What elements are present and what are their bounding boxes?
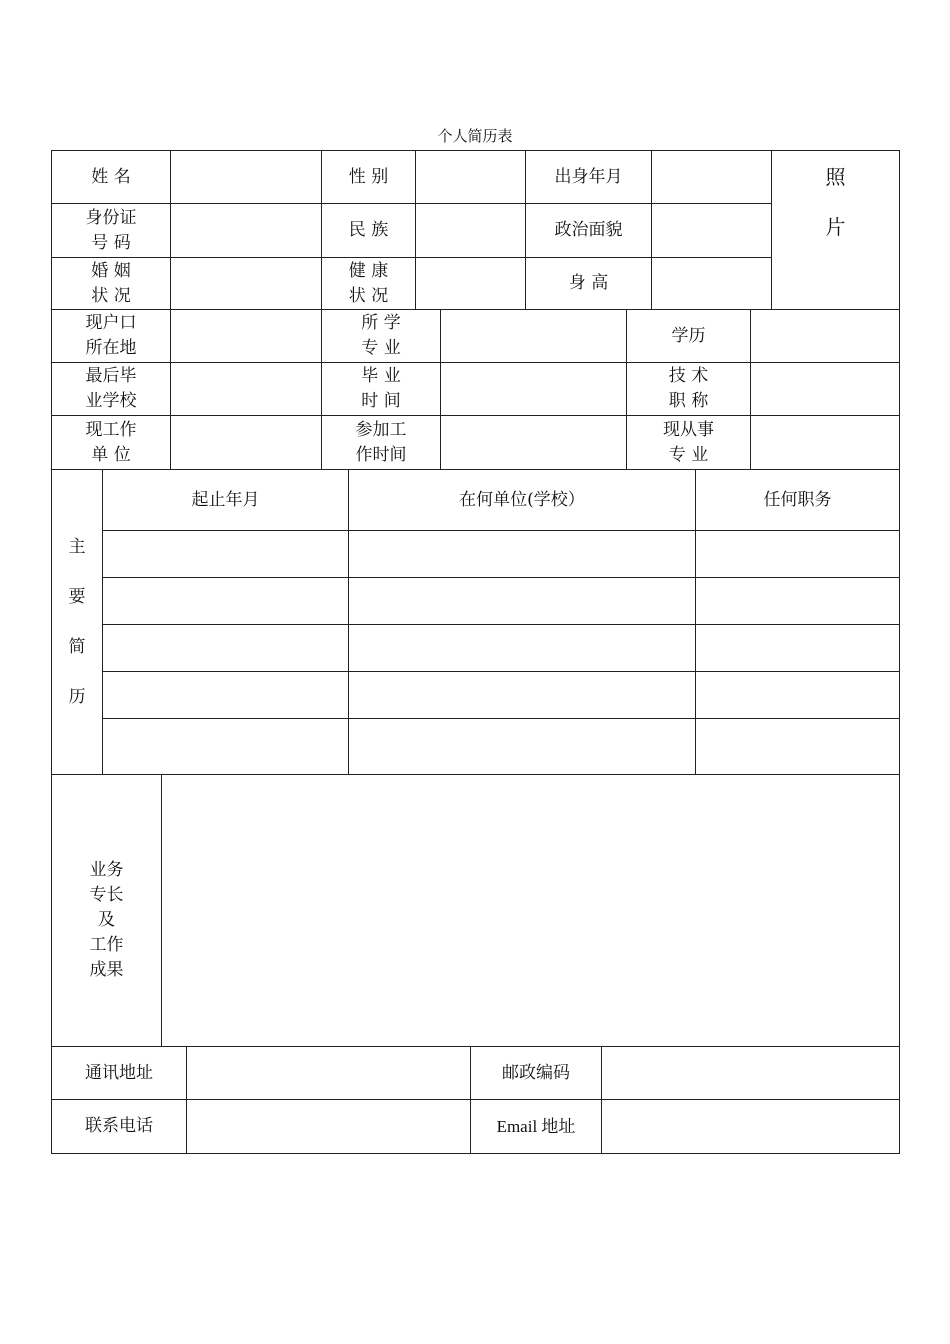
history-side-label bbox=[52, 470, 103, 775]
history-table bbox=[51, 469, 900, 775]
photo-label: 照 片 bbox=[825, 165, 846, 239]
basic-info-table bbox=[51, 150, 900, 310]
major-field[interactable] bbox=[441, 310, 627, 363]
major-label: 所 学 专 业 bbox=[322, 310, 441, 363]
history-period-cell[interactable] bbox=[103, 672, 349, 719]
title-rank-field[interactable] bbox=[751, 363, 900, 416]
height-field[interactable] bbox=[652, 258, 772, 310]
employer-field[interactable] bbox=[171, 416, 322, 470]
history-unit-cell[interactable] bbox=[349, 578, 696, 625]
health-label: 健 康 状 况 bbox=[322, 258, 416, 310]
history-header-position: 任何职务 bbox=[696, 470, 900, 531]
history-period-cell[interactable] bbox=[103, 531, 349, 578]
skills-label-text: 业务 专长 及 工作 成果 bbox=[89, 860, 124, 980]
email-label: Email 地址 bbox=[471, 1100, 602, 1154]
hukou-field[interactable] bbox=[171, 310, 322, 363]
address-field[interactable] bbox=[187, 1047, 471, 1100]
skills-label bbox=[52, 775, 162, 1047]
skills-field[interactable] bbox=[162, 775, 900, 1047]
height-label: 身 高 bbox=[526, 258, 652, 310]
history-period-cell[interactable] bbox=[103, 625, 349, 672]
id-number-field[interactable] bbox=[171, 204, 322, 258]
health-field[interactable] bbox=[416, 258, 526, 310]
history-position-cell[interactable] bbox=[696, 625, 900, 672]
phone-field[interactable] bbox=[187, 1100, 471, 1154]
work-start-label: 参加工 作时间 bbox=[322, 416, 441, 470]
profession-label: 现从事 专 业 bbox=[627, 416, 751, 470]
work-start-field[interactable] bbox=[441, 416, 627, 470]
school-label: 最后毕 业学校 bbox=[52, 363, 171, 416]
history-position-cell[interactable] bbox=[696, 719, 900, 775]
form-title: 个人简历表 bbox=[437, 127, 513, 145]
employer-label: 现工作 单 位 bbox=[52, 416, 171, 470]
history-period-cell[interactable] bbox=[103, 719, 349, 775]
ethnicity-label: 民 族 bbox=[322, 204, 416, 258]
history-unit-cell[interactable] bbox=[349, 672, 696, 719]
table-row bbox=[52, 719, 900, 775]
name-field[interactable] bbox=[171, 151, 322, 204]
gender-label: 性 别 bbox=[322, 151, 416, 204]
history-position-cell[interactable] bbox=[696, 672, 900, 719]
table-row bbox=[52, 531, 900, 578]
history-header-period: 起止年月 bbox=[103, 470, 349, 531]
table-row bbox=[52, 578, 900, 625]
marital-field[interactable] bbox=[171, 258, 322, 310]
contact-table bbox=[51, 1046, 900, 1154]
gender-field[interactable] bbox=[416, 151, 526, 204]
ethnicity-field[interactable] bbox=[416, 204, 526, 258]
address-label: 通讯地址 bbox=[52, 1047, 187, 1100]
postcode-label: 邮政编码 bbox=[471, 1047, 602, 1100]
skills-table bbox=[51, 774, 900, 1047]
history-position-cell[interactable] bbox=[696, 531, 900, 578]
history-unit-cell[interactable] bbox=[349, 531, 696, 578]
email-field[interactable] bbox=[602, 1100, 900, 1154]
hukou-label: 现户口 所在地 bbox=[52, 310, 171, 363]
political-label: 政治面貌 bbox=[526, 204, 652, 258]
history-unit-cell[interactable] bbox=[349, 719, 696, 775]
grad-time-field[interactable] bbox=[441, 363, 627, 416]
table-row bbox=[52, 625, 900, 672]
history-header-unit: 在何单位(学校） bbox=[349, 470, 696, 531]
title-rank-label: 技 术 职 称 bbox=[627, 363, 751, 416]
table-row bbox=[52, 672, 900, 719]
school-field[interactable] bbox=[171, 363, 322, 416]
profession-field[interactable] bbox=[751, 416, 900, 470]
history-side-text: 主 要 简 历 bbox=[68, 537, 86, 707]
history-position-cell[interactable] bbox=[696, 578, 900, 625]
history-period-cell[interactable] bbox=[103, 578, 349, 625]
name-label: 姓 名 bbox=[52, 151, 171, 204]
marital-label: 婚 姻 状 况 bbox=[52, 258, 171, 310]
education-table bbox=[51, 309, 900, 470]
postcode-field[interactable] bbox=[602, 1047, 900, 1100]
degree-label: 学历 bbox=[627, 310, 751, 363]
id-number-label: 身份证 号 码 bbox=[52, 204, 171, 258]
political-field[interactable] bbox=[652, 204, 772, 258]
grad-time-label: 毕 业 时 间 bbox=[322, 363, 441, 416]
birth-label: 出身年月 bbox=[526, 151, 652, 204]
history-unit-cell[interactable] bbox=[349, 625, 696, 672]
degree-field[interactable] bbox=[751, 310, 900, 363]
phone-label: 联系电话 bbox=[52, 1100, 187, 1154]
birth-field[interactable] bbox=[652, 151, 772, 204]
photo-box[interactable] bbox=[772, 151, 900, 310]
